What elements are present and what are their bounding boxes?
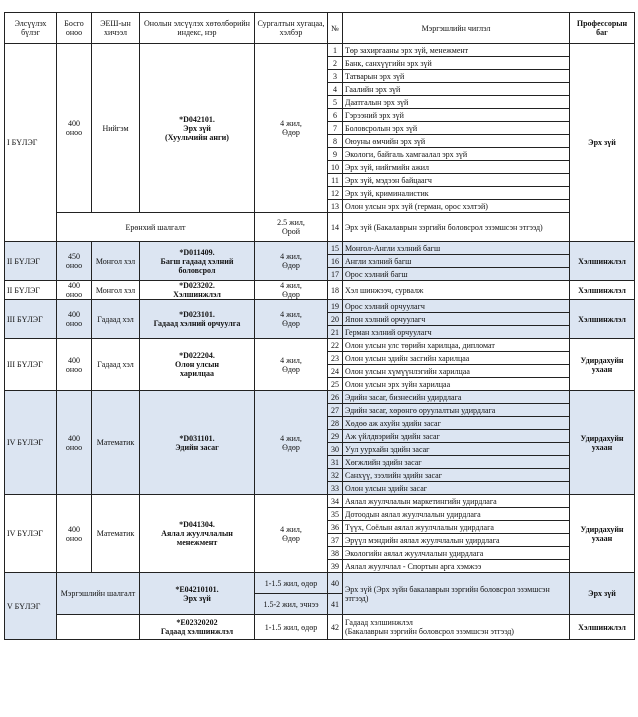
row-number: 10 bbox=[328, 161, 343, 174]
threshold-cell: 400 оноо bbox=[57, 300, 92, 339]
specialization-cell: Аялал жуулчлал - Спортын арга хэмжээ bbox=[343, 560, 570, 573]
specialization-cell: Эрх зүй, нийгмийн ажил bbox=[343, 161, 570, 174]
team-cell: Удирдахуйн ухаан bbox=[570, 495, 635, 573]
row-number: 18 bbox=[328, 281, 343, 300]
duration-cell: 1-1.5 жил, өдөр bbox=[255, 615, 328, 640]
header-team: Профессорын баг bbox=[570, 13, 635, 44]
row-number: 31 bbox=[328, 456, 343, 469]
specialization-cell: Банк, санхүүгийн эрх зүй bbox=[343, 57, 570, 70]
header-group: Элсүүлэх бүлэг bbox=[5, 13, 57, 44]
specialization-cell: Санхүү, зээлийн эдийн засаг bbox=[343, 469, 570, 482]
group-cell: IV БҮЛЭГ bbox=[5, 495, 57, 573]
duration-cell: 1.5-2 жил, эчнээ bbox=[255, 594, 328, 615]
specialization-cell: Уул уурхайн эдийн засаг bbox=[343, 443, 570, 456]
duration-cell: 4 жил, Өдөр bbox=[255, 281, 328, 300]
specialization-cell: Эдийн засаг, бизнесийн удирдлага bbox=[343, 391, 570, 404]
specialization-cell: Түүх, Соёлын аялал жуулчлалын удирдлага bbox=[343, 521, 570, 534]
duration-cell: 4 жил, Өдөр bbox=[255, 44, 328, 213]
subject-cell: Монгол хэл bbox=[92, 281, 140, 300]
row-number: 35 bbox=[328, 508, 343, 521]
row-number: 19 bbox=[328, 300, 343, 313]
row-number: 17 bbox=[328, 268, 343, 281]
table-row bbox=[5, 300, 635, 313]
subject-cell: Математик bbox=[92, 391, 140, 495]
specialization-cell: Хөгжлийн эдийн засаг bbox=[343, 456, 570, 469]
row-number: 36 bbox=[328, 521, 343, 534]
specialization-cell: Хэл шинжээч, сурвалж bbox=[343, 281, 570, 300]
subject-cell: Гадаад хэл bbox=[92, 300, 140, 339]
program-cell: *E02320202 Гадаад хэлшинжлэл bbox=[140, 615, 255, 640]
specialization-cell: Эдийн засаг, хөрөнгө оруулалтын удирдлага bbox=[343, 404, 570, 417]
row-number: 37 bbox=[328, 534, 343, 547]
table-row bbox=[5, 615, 635, 640]
row-number: 32 bbox=[328, 469, 343, 482]
row-number: 34 bbox=[328, 495, 343, 508]
header-row bbox=[5, 13, 635, 44]
row-number: 16 bbox=[328, 255, 343, 268]
specialization-cell: Гаалийн эрх зүй bbox=[343, 83, 570, 96]
subject-cell: Монгол хэл bbox=[92, 242, 140, 281]
team-cell: Удирдахуйн ухаан bbox=[570, 391, 635, 495]
table-row bbox=[5, 391, 635, 404]
row-number: 33 bbox=[328, 482, 343, 495]
program-cell: *D041304. Аялал жуулчлалын менежмент bbox=[140, 495, 255, 573]
group-cell: IV БҮЛЭГ bbox=[5, 391, 57, 495]
duration-cell: 4 жил, Өдөр bbox=[255, 391, 328, 495]
specialization-cell: Герман хэлний орчуулагч bbox=[343, 326, 570, 339]
specialization-cell: Монгол-Англи хэлний багш bbox=[343, 242, 570, 255]
table-row bbox=[5, 495, 635, 508]
group-cell: II БҮЛЭГ bbox=[5, 242, 57, 281]
specialization-cell: Гэрээний эрх зүй bbox=[343, 109, 570, 122]
subject-cell: Нийгэм bbox=[92, 44, 140, 213]
header-duration: Сургалтын хугацаа, хэлбэр bbox=[255, 13, 328, 44]
duration-cell: 2.5 жил, Орой bbox=[255, 213, 328, 242]
row-number: 22 bbox=[328, 339, 343, 352]
header-number: № bbox=[328, 13, 343, 44]
row-number: 23 bbox=[328, 352, 343, 365]
table-row bbox=[5, 281, 635, 300]
team-cell: Хэлшинжлэл bbox=[570, 281, 635, 300]
subject-cell: Мэргэшлийн шалгалт bbox=[57, 573, 140, 615]
row-number: 4 bbox=[328, 83, 343, 96]
threshold-cell: 400 оноо bbox=[57, 495, 92, 573]
duration-cell: 4 жил, Өдөр bbox=[255, 495, 328, 573]
table-row bbox=[5, 213, 635, 242]
row-number: 9 bbox=[328, 148, 343, 161]
threshold-cell: 400 оноо bbox=[57, 44, 92, 213]
group-cell: V БҮЛЭГ bbox=[5, 573, 57, 640]
specialization-cell: Хөдөө аж ахуйн эдийн засаг bbox=[343, 417, 570, 430]
duration-cell: 4 жил, Өдөр bbox=[255, 300, 328, 339]
specialization-cell: Англи хэлний багш bbox=[343, 255, 570, 268]
program-cell: *D011409. Багш гадаад хэлний боловсрол bbox=[140, 242, 255, 281]
specialization-cell: Төр захиргааны эрх зүй, менежмент bbox=[343, 44, 570, 57]
group-cell: III БҮЛЭГ bbox=[5, 339, 57, 391]
row-number: 29 bbox=[328, 430, 343, 443]
specialization-cell: Гадаад хэлшинжлэл (Бакалаврын зэргийн боловсрол эзэмшсэн этгээд) bbox=[343, 615, 570, 640]
duration-cell: 4 жил, Өдөр bbox=[255, 339, 328, 391]
specialization-cell: Эрх зүй (Бакалаврын зэргийн боловсрол эзэмшсэн этгээд) bbox=[343, 213, 570, 242]
row-number: 21 bbox=[328, 326, 343, 339]
row-number: 25 bbox=[328, 378, 343, 391]
row-number: 11 bbox=[328, 174, 343, 187]
subject-cell: Математик bbox=[92, 495, 140, 573]
duration-cell: 4 жил, Өдөр bbox=[255, 242, 328, 281]
subject-cell bbox=[57, 615, 140, 640]
program-table bbox=[4, 12, 635, 640]
specialization-cell: Япон хэлний орчуулагч bbox=[343, 313, 570, 326]
specialization-cell: Дотоодын аялал жуулчлалын удирдлага bbox=[343, 508, 570, 521]
program-cell: *D042101. Эрх зүй (Хуульчийн анги) bbox=[140, 44, 255, 213]
team-cell: Хэлшинжлэл bbox=[570, 300, 635, 339]
specialization-cell: Олон улсын эрх зүйн харилцаа bbox=[343, 378, 570, 391]
specialization-cell: Олон улсын хүмүүнлэгийн харилцаа bbox=[343, 365, 570, 378]
row-number: 24 bbox=[328, 365, 343, 378]
subject-cell: Гадаад хэл bbox=[92, 339, 140, 391]
row-number: 6 bbox=[328, 109, 343, 122]
program-cell: *D022204. Олон улсын харилцаа bbox=[140, 339, 255, 391]
program-cell: *D031101. Эдийн засаг bbox=[140, 391, 255, 495]
specialization-cell: Эрх зүй, криминалистик bbox=[343, 187, 570, 200]
team-cell: Хэлшинжлэл bbox=[570, 242, 635, 281]
header-threshold: Босго оноо bbox=[57, 13, 92, 44]
exam-cell: Ерөнхий шалгалт bbox=[57, 213, 255, 242]
specialization-cell: Эрх зүй, мэдээн байцаагч bbox=[343, 174, 570, 187]
row-number: 20 bbox=[328, 313, 343, 326]
program-cell: *E04210101. Эрх зүй bbox=[140, 573, 255, 615]
specialization-cell: Оюуны өмчийн эрх зүй bbox=[343, 135, 570, 148]
row-number: 27 bbox=[328, 404, 343, 417]
row-number: 15 bbox=[328, 242, 343, 255]
specialization-cell: Экологи, байгаль хамгаалал эрх зүй bbox=[343, 148, 570, 161]
specialization-cell: Олон улсын эрх зүй (герман, орос хэлтэй) bbox=[343, 200, 570, 213]
duration-cell: 1-1.5 жил, өдөр bbox=[255, 573, 328, 594]
program-cell: *D023202. Хэлшинжлэл bbox=[140, 281, 255, 300]
table-row bbox=[5, 339, 635, 352]
row-number: 8 bbox=[328, 135, 343, 148]
specialization-cell: Даатгалын эрх зүй bbox=[343, 96, 570, 109]
row-number: 39 bbox=[328, 560, 343, 573]
group-cell: III БҮЛЭГ bbox=[5, 300, 57, 339]
table-row bbox=[5, 242, 635, 255]
specialization-cell: Эрүүл мэндийн аялал жуулчлалын удирдлага bbox=[343, 534, 570, 547]
team-cell: Хэлшинжлэл bbox=[570, 615, 635, 640]
team-cell: Удирдахуйн ухаан bbox=[570, 339, 635, 391]
table-row bbox=[5, 44, 635, 57]
specialization-cell: Аялал жуулчлалын маркетингийн удирдлага bbox=[343, 495, 570, 508]
row-number: 41 bbox=[328, 594, 343, 615]
specialization-cell: Олон улсын эдийн засаг bbox=[343, 482, 570, 495]
table-row bbox=[5, 573, 635, 594]
group-cell: I БҮЛЭГ bbox=[5, 44, 57, 242]
specialization-cell: Эрх зүй (Эрх зүйн бакалаврын зэргийн боловсрол эзэмшсэн этгээд) bbox=[343, 573, 570, 615]
specialization-cell: Аж үйлдвэрийн эдийн засаг bbox=[343, 430, 570, 443]
specialization-cell: Олон улсын улс төрийн харилцаа, дипломат bbox=[343, 339, 570, 352]
row-number: 12 bbox=[328, 187, 343, 200]
threshold-cell: 400 оноо bbox=[57, 391, 92, 495]
specialization-cell: Орос хэлний багш bbox=[343, 268, 570, 281]
group-cell: II БҮЛЭГ bbox=[5, 281, 57, 300]
row-number: 14 bbox=[328, 213, 343, 242]
row-number: 38 bbox=[328, 547, 343, 560]
row-number: 42 bbox=[328, 615, 343, 640]
row-number: 3 bbox=[328, 70, 343, 83]
header-subject: ЭЕШ-ын хичээл bbox=[92, 13, 140, 44]
row-number: 30 bbox=[328, 443, 343, 456]
header-specialization: Мэргэшлийн чиглэл bbox=[343, 13, 570, 44]
row-number: 7 bbox=[328, 122, 343, 135]
specialization-cell: Экологийн аялал жуулчлалын удирдлага bbox=[343, 547, 570, 560]
specialization-cell: Боловсролын эрх зүй bbox=[343, 122, 570, 135]
specialization-cell: Олон улсын эдийн засгийн харилцаа bbox=[343, 352, 570, 365]
specialization-cell: Орос хэлний орчуулагч bbox=[343, 300, 570, 313]
row-number: 2 bbox=[328, 57, 343, 70]
row-number: 26 bbox=[328, 391, 343, 404]
team-cell: Эрх зүй bbox=[570, 44, 635, 242]
header-program: Онолын элсүүлэх хөтөлбөрийн индекс, нэр bbox=[140, 13, 255, 44]
row-number: 1 bbox=[328, 44, 343, 57]
row-number: 13 bbox=[328, 200, 343, 213]
row-number: 40 bbox=[328, 573, 343, 594]
team-cell: Эрх зүй bbox=[570, 573, 635, 615]
row-number: 28 bbox=[328, 417, 343, 430]
threshold-cell: 400 оноо bbox=[57, 339, 92, 391]
threshold-cell: 450 оноо bbox=[57, 242, 92, 281]
specialization-cell: Татварын эрх зүй bbox=[343, 70, 570, 83]
threshold-cell: 400 оноо bbox=[57, 281, 92, 300]
row-number: 5 bbox=[328, 96, 343, 109]
program-cell: *D023101. Гадаад хэлний орчуулга bbox=[140, 300, 255, 339]
